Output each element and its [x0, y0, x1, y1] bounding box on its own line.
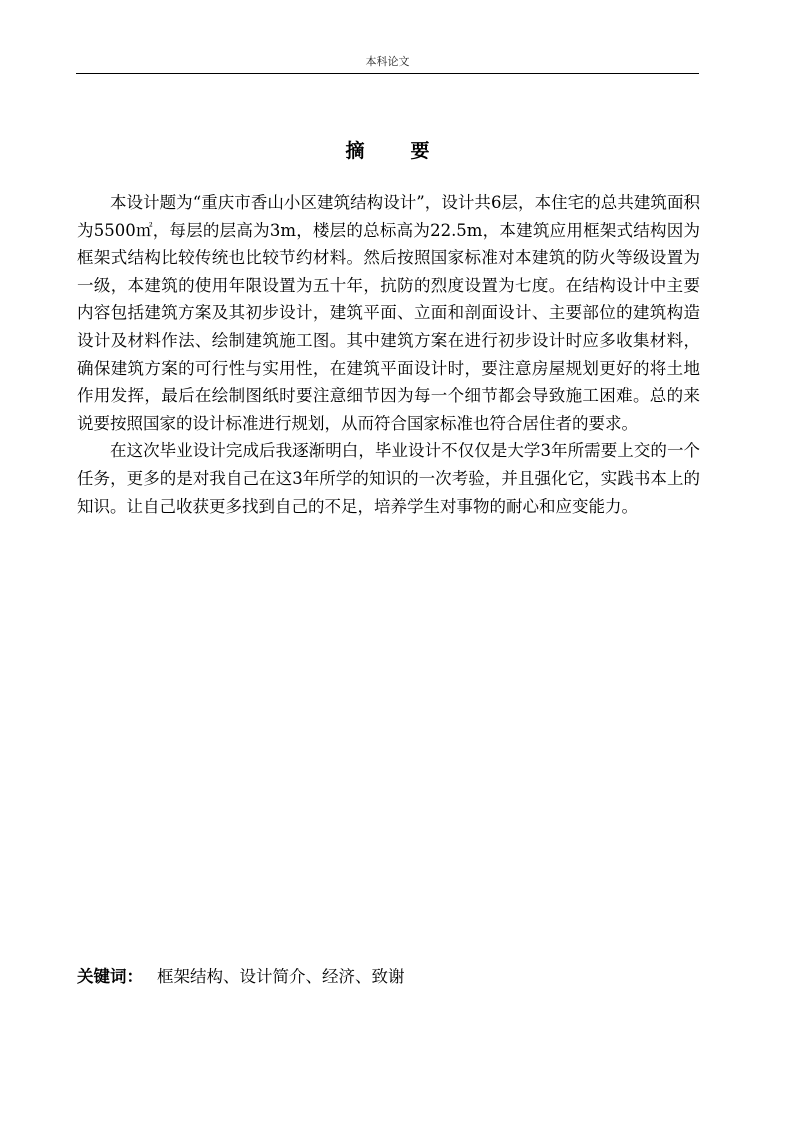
running-header: 本科论文	[365, 55, 410, 68]
abstract-title-right: 要	[410, 140, 430, 162]
header-rule	[76, 73, 699, 74]
abstract-title-left: 摘	[345, 140, 365, 162]
abstract-paragraph-1: 本设计题为“重庆市香山小区建筑结构设计”，设计共6层，本住宅的总共建筑面积为5500㎡，每层的层高为3m，楼层的总标高为22.5m，本建筑应用框架式结构因为框架式结构比较传统也比较节约材料。然后按照国家标准对本建筑的防火等级设置为一级，本建筑的使用年限设置为五十年，抗防的烈度设置为七度。在结构设计中主要内容包括建筑方案及其初步设计，建筑平面、立面和剖面设计、主要部位的建筑构造设计及材料作法、绘制建筑施工图。其中建筑方案在进行初步设计时应多收集材料，确保建筑方案的可行性与实用性，在建筑平面设计时，要注意房屋规划更好的将土地作用发挥，最后在绘制图纸时要注意细节因为每一个细节都会导致施工困难。总的来说要按照国家的设计标准进行规划，从而符合国家标准也符合居住者的要求。	[77, 193, 700, 433]
keywords-line	[77, 964, 405, 990]
keywords-value: 框架结构、设计简介、经济、致谢	[157, 967, 405, 986]
abstract-title	[76, 138, 699, 164]
keywords-label: 关键词：	[77, 967, 143, 986]
abstract-paragraph-2: 在这次毕业设计完成后我逐渐明白，毕业设计不仅仅是大学3年所需要上交的一个任务，更多的是对我自己在这3年所学的知识的一次考验，并且强化它，实践书本上的知识。让自己收获更多找到自己的不足，培养学生对事物的耐心和应变能力。	[77, 441, 700, 516]
abstract-body	[77, 189, 700, 520]
